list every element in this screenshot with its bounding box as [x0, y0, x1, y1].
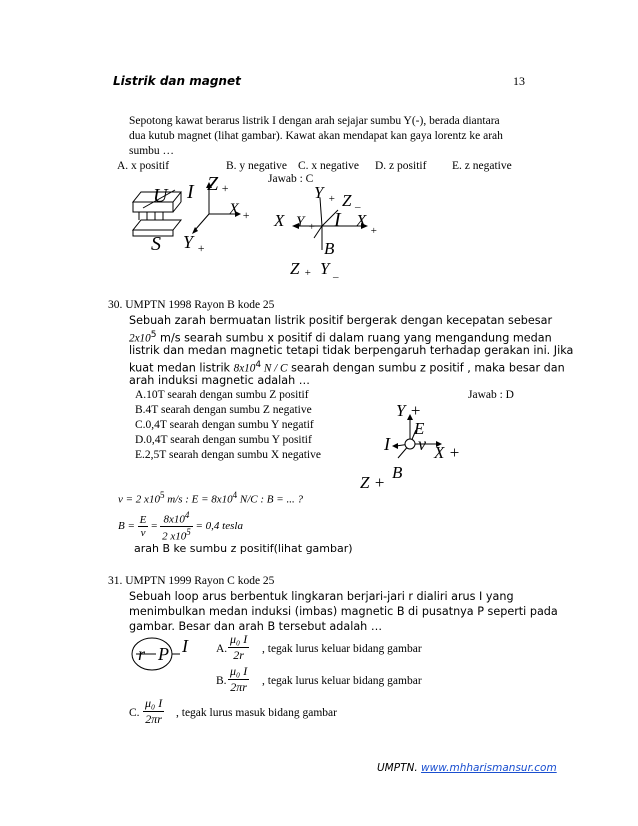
- q-prev-line-2: dua kutub magnet (lihat gambar). Kawat akan mendapat kan gaya lorentz ke arah: [129, 130, 503, 142]
- label-Y-bottom-minus: _: [333, 267, 339, 279]
- label-Y-top: Y: [314, 183, 324, 202]
- label-Y-mid-plus: +: [308, 221, 316, 233]
- current-loop-figure: [128, 634, 200, 676]
- q30-label-v: v: [418, 434, 426, 454]
- footer-link[interactable]: www.mhharismansur.com: [421, 762, 557, 774]
- q30-sol2-frac1: [138, 514, 149, 539]
- q30-sol1: v = 2 x10: [118, 493, 160, 506]
- q30-efield-exp: 4: [255, 360, 262, 370]
- q30-sol2-frac1-den: v: [140, 526, 146, 539]
- particle-circle: [405, 439, 415, 449]
- loop-label-r: r: [138, 644, 146, 664]
- label-X: X: [229, 201, 239, 218]
- label-Z-top-minus: _: [355, 197, 361, 209]
- q-prev-option-c: C. x negative: [298, 160, 359, 172]
- q31-header: 31. UMPTN 1999 Rayon C kode 25: [108, 575, 275, 587]
- label-B: B: [324, 239, 335, 258]
- q30-sol2-frac1-num: E: [139, 513, 147, 526]
- q30-line-2-rest: m/s searah sumbu x positif di dalam ruang yang mengandung medan: [156, 331, 552, 345]
- footer-prefix: UMPTN.: [377, 762, 422, 774]
- q30-option-e: E.2,5T searah dengan sumbu X negative: [135, 449, 321, 461]
- q31-option-b-frac: [228, 664, 249, 695]
- q-prev-answer: Jawab : C: [268, 173, 314, 185]
- q30-label-E: E: [414, 419, 425, 438]
- q30-solution-line-3: arah B ke sumbu z positif(lihat gambar): [134, 542, 353, 555]
- label-X-right-plus: +: [370, 225, 378, 237]
- label-S: S: [151, 233, 161, 252]
- label-Z-plus: +: [221, 181, 230, 195]
- q30-label-X: X +: [434, 443, 461, 462]
- q30-line-1: Sebuah zarah bermuatan listrik positif bergerak dengan kecepatan sebesar: [129, 314, 553, 327]
- q30-sol2-frac2: [160, 510, 193, 542]
- q31-line-3: gambar. Besar dan arah B tersebut adalah …: [129, 620, 383, 633]
- q30-option-d: D.0,4T searah dengan sumbu Y positif: [135, 434, 312, 446]
- q31-option-b-num: μ₀ I: [230, 664, 248, 678]
- q30-label-I: I: [384, 434, 390, 454]
- q30-label-Y: Y +: [396, 401, 422, 420]
- q31-option-a-den: 2r: [233, 648, 244, 662]
- q31-option-c-label: C.: [129, 707, 140, 719]
- q30-sol1-rest2: N/C : B = ... ?: [237, 493, 303, 506]
- q30-option-c: C.0,4T searah dengan sumbu Y negatif: [135, 419, 314, 431]
- q30-line-5: arah induksi magnetic adalah …: [129, 374, 310, 387]
- q30-field-figure: [358, 396, 478, 492]
- q30-velocity-exp: 5: [150, 330, 157, 340]
- q31-option-a-num: μ₀ I: [230, 632, 248, 646]
- label-X-left: X: [274, 211, 285, 230]
- q30-line-4-a: kuat medan listrik: [129, 361, 234, 375]
- q-prev-line-1: Sepotong kawat berarus listrik I dengan arah sejajar sumbu Y(-), berada diantara: [129, 115, 500, 127]
- label-Z-bottom: Z: [290, 259, 300, 278]
- q30-sol2-frac2-den: 2 x10: [162, 530, 187, 543]
- q30-sol2-lhs: B =: [118, 520, 135, 533]
- q30-sol2-frac2-num: 8x10: [163, 513, 185, 526]
- q30-sol1-exp: 5: [159, 490, 165, 500]
- q31-option-b-den: 2πr: [230, 680, 247, 694]
- loop-label-P: P: [158, 644, 169, 664]
- q31-option-a-text: , tegak lurus keluar bidang gambar: [262, 643, 422, 655]
- label-Y-bottom: Y: [320, 259, 330, 278]
- y-axis: [195, 214, 209, 230]
- q30-sol2-frac2-num-exp: 4: [184, 510, 190, 520]
- page-number: 13: [513, 74, 525, 88]
- label-U: U: [153, 185, 168, 207]
- q31-option-a-frac: [228, 632, 249, 663]
- q31-option-a-label: A.: [216, 643, 228, 655]
- q30-answer: Jawab : D: [468, 389, 514, 401]
- q30-sol2-frac2-den-exp: 5: [186, 526, 191, 537]
- label-Z: Z: [207, 173, 219, 195]
- label-I-current: I: [187, 181, 194, 203]
- q30-label-B: B: [392, 463, 403, 482]
- q-prev-option-e: E. z negative: [452, 160, 512, 172]
- q-prev-option-a: A. x positif: [117, 160, 170, 172]
- loop-label-I: I: [182, 636, 188, 656]
- q-prev-option-b: B. y negative: [226, 160, 287, 172]
- q31-option-c-den: 2πr: [145, 712, 162, 726]
- label-Y-mid: Y: [296, 214, 305, 230]
- q-prev-line-3: sumbu …: [129, 145, 175, 157]
- q31-option-c-text: , tegak lurus masuk bidang gambar: [176, 707, 337, 719]
- q31-option-b-label: B.: [216, 675, 227, 687]
- q30-label-Z: Z +: [360, 473, 386, 492]
- q30-option-b: B.4T searah dengan sumbu Z negative: [135, 404, 312, 416]
- q30-efield-unit: N / C: [261, 362, 288, 375]
- page-header-title: Listrik dan magnet: [113, 74, 241, 88]
- q31-line-2: menimbulkan medan induksi (imbas) magnetic B di pusatnya P seperti pada: [129, 605, 558, 618]
- label-Z-bottom-plus: +: [304, 267, 312, 279]
- label-Z-top: Z: [342, 191, 352, 210]
- q30-line-4-rest: searah dengan sumbu z positif , maka besar dan: [287, 361, 565, 375]
- q30-solution-line-2: B = $\frac{E}{v}$ = $\frac{8x10^4}{2 x10^5}$ = 0,4 tesla: [118, 510, 243, 543]
- q31-line-1: Sebuah loop arus berbentuk lingkaran berjari-jari r dialiri arus I yang: [129, 590, 514, 603]
- label-X-plus: +: [242, 208, 251, 222]
- q30-header: 30. UMPTN 1998 Rayon B kode 25: [108, 299, 275, 311]
- magnet-wire-figure: [125, 172, 265, 252]
- q31-option-b-text: , tegak lurus keluar bidang gambar: [262, 675, 422, 687]
- axes-answer-figure: [270, 182, 390, 280]
- q31-option-c-frac: [143, 696, 164, 727]
- label-Y: Y: [183, 232, 194, 252]
- q30-solution-line-1: [118, 490, 303, 506]
- q30-line-3: listrik dan medan magnetic tetapi tidak berpengaruh terhadap gerakan ini. Jika: [129, 344, 574, 357]
- label-I-answer: I: [334, 209, 341, 231]
- page-footer: [377, 762, 557, 774]
- label-X-right: X: [356, 211, 367, 230]
- q30-sol2-result: = 0,4 tesla: [195, 520, 243, 533]
- q30-velocity-value: 2x10: [129, 332, 151, 345]
- label-Y-plus: +: [197, 241, 206, 252]
- label-Y-top-plus: +: [328, 193, 336, 205]
- q31-option-c-num: μ₀ I: [145, 696, 163, 710]
- q30-efield-value: 8x10: [233, 362, 256, 375]
- q-prev-option-d: D. z positif: [375, 160, 427, 172]
- q30-sol1-rest: m/s : E = 8x10: [164, 493, 233, 506]
- q30-sol1-exp2: 4: [232, 490, 238, 500]
- q30-option-a: A.10T searah dengan sumbu Z positif: [135, 389, 309, 401]
